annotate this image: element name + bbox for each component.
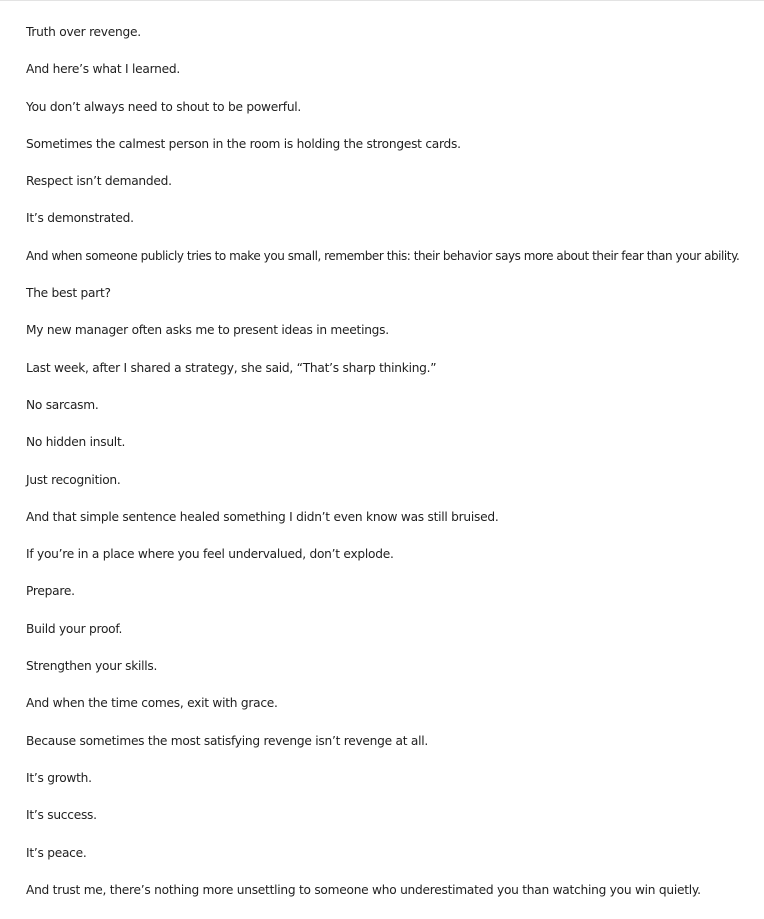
paragraph: Build your proof. bbox=[26, 621, 123, 636]
paragraph: Respect isn’t demanded. bbox=[26, 174, 172, 189]
paragraph: It’s demonstrated. bbox=[26, 211, 134, 226]
paragraph: Because sometimes the most satisfying revenge isn’t revenge at all. bbox=[26, 733, 428, 748]
paragraph: It’s growth. bbox=[26, 770, 92, 785]
paragraph: And when someone publicly tries to make you small, remember this: their behavior says more about their fear than your ability. bbox=[26, 248, 740, 263]
article-body bbox=[26, 24, 762, 919]
paragraph: Prepare. bbox=[26, 584, 75, 599]
paragraph: If you’re in a place where you feel undervalued, don’t explode. bbox=[26, 547, 394, 562]
paragraph: The best part? bbox=[26, 286, 111, 301]
paragraph: Sometimes the calmest person in the room is holding the strongest cards. bbox=[26, 136, 461, 151]
paragraph: No sarcasm. bbox=[26, 397, 99, 412]
paragraph: My new manager often asks me to present ideas in meetings. bbox=[26, 323, 389, 338]
paragraph: Last week, after I shared a strategy, she said, “That’s sharp thinking.” bbox=[26, 360, 437, 375]
paragraph: Truth over revenge. bbox=[26, 25, 141, 39]
paragraph: It’s peace. bbox=[26, 845, 87, 860]
top-divider bbox=[0, 0, 764, 1]
paragraph: And when the time comes, exit with grace. bbox=[26, 696, 278, 711]
paragraph: And that simple sentence healed something I didn’t even know was still bruised. bbox=[26, 509, 499, 524]
paragraph: It’s success. bbox=[26, 808, 97, 823]
paragraph: You don’t always need to shout to be powerful. bbox=[26, 99, 302, 114]
paragraph: And trust me, there’s nothing more unsettling to someone who underestimated you than watching you win quietly. bbox=[26, 882, 701, 897]
paragraph: No hidden insult. bbox=[26, 435, 126, 450]
paragraph: And here’s what I learned. bbox=[26, 62, 180, 77]
paragraph: Just recognition. bbox=[26, 472, 121, 487]
paragraph: Strengthen your skills. bbox=[26, 659, 158, 674]
